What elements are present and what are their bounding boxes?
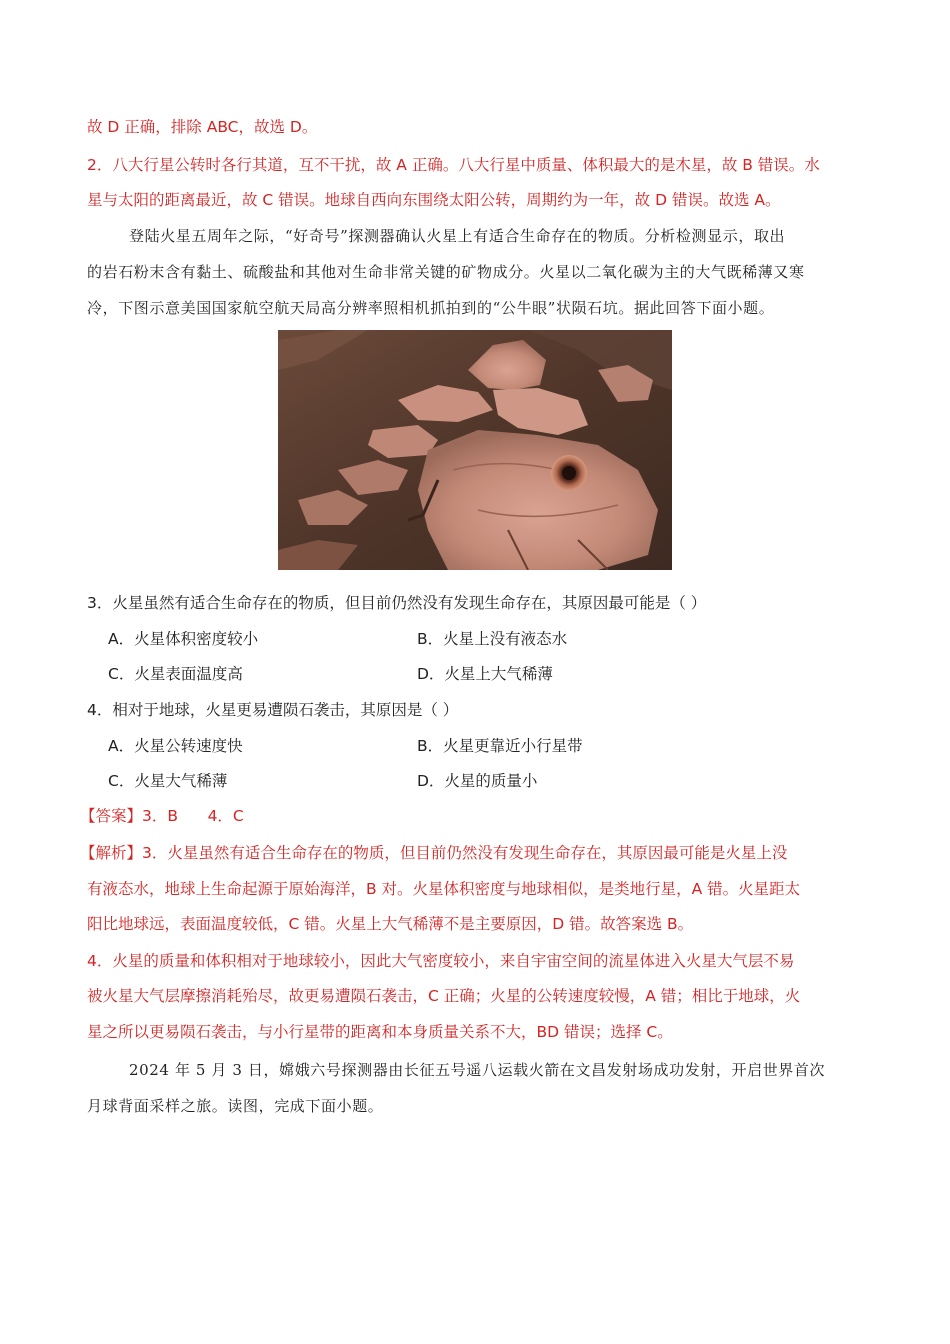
answer-label: 【答案】	[80, 807, 143, 825]
answer-text: 3．B 4．C	[142, 807, 244, 825]
change6-passage-line-1: 2024 年 5 月 3 日，嫦娥六号探测器由长征五号遥八运载火箭在文昌发射场成功发射，开启世界首次	[129, 1061, 826, 1079]
answer-line	[80, 806, 244, 826]
question-3-option-a: A．火星体积密度较小	[108, 630, 259, 648]
analysis-label: 【解析】	[80, 844, 143, 862]
mars-passage-line-1: 登陆火星五周年之际，“好奇号”探测器确认火星上有适合生命存在的物质。分析检测显示，取出	[129, 227, 786, 245]
analysis-line-6: 星之所以更易陨石袭击，与小行星带的距离和本身质量关系不大，BD 错误；选择 C。	[87, 1023, 673, 1041]
question-3-option-b: B．火星上没有液态水	[417, 630, 568, 648]
question-4-option-c: C．火星大气稀薄	[108, 772, 228, 790]
question-3-option-d: D．火星上大气稀薄	[417, 665, 553, 683]
previous-answer-line: 故 D 正确，排除 ABC，故选 D。	[87, 118, 318, 136]
q2-explanation-line-1: 2．八大行星公转时各行其道，互不干扰，故 A 正确。八大行星中质量、体积最大的是木星，故 B 错误。水	[87, 156, 820, 174]
question-3-stem: 3．火星虽然有适合生命存在的物质，但目前仍然没有发现生命存在，其原因最可能是（ ）	[87, 594, 707, 612]
analysis-line-1	[80, 843, 787, 863]
mars-passage-line-3: 冷，下图示意美国国家航空航天局高分辨率照相机抓拍到的“公牛眼”状陨石坑。据此回答下面小题。	[87, 299, 775, 317]
question-4-option-a: A．火星公转速度快	[108, 737, 243, 755]
change6-passage-line-2: 月球背面采样之旅。读图，完成下面小题。	[87, 1097, 384, 1115]
analysis-line-2: 有液态水，地球上生命起源于原始海洋，B 对。火星体积密度与地球相似，是类地行星，A 错。火星距太	[87, 880, 801, 898]
question-4-stem: 4．相对于地球，火星更易遭陨石袭击，其原因是（ ）	[87, 701, 459, 719]
mars-passage-line-2: 的岩石粉末含有黏土、硫酸盐和其他对生命非常关键的矿物成分。火星以二氧化碳为主的大气既稀薄又寒	[87, 263, 805, 281]
mars-rock-illustration	[278, 330, 672, 570]
analysis-text-1: 3．火星虽然有适合生命存在的物质，但目前仍然没有发现生命存在，其原因最可能是火星上没	[142, 844, 788, 862]
question-4-option-b: B．火星更靠近小行星带	[417, 737, 583, 755]
question-3-option-c: C．火星表面温度高	[108, 665, 243, 683]
q2-explanation-line-2: 星与太阳的距离最近，故 C 错误。地球自西向东围绕太阳公转，周期约为一年，故 D 错误。故选 A。	[87, 191, 781, 209]
question-4-option-d: D．火星的质量小	[417, 772, 538, 790]
analysis-line-4: 4．火星的质量和体积相对于地球较小，因此大气密度较小，来自宇宙空间的流星体进入火星大气层不易	[87, 952, 795, 970]
mars-crater-photo	[278, 330, 672, 570]
analysis-line-3: 阳比地球远，表面温度较低，C 错。火星上大气稀薄不是主要原因，D 错。故答案选 B。	[87, 915, 694, 933]
analysis-line-5: 被火星大气层摩擦消耗殆尽，故更易遭陨石袭击，C 正确；火星的公转速度较慢，A 错；相比于地球，火	[87, 987, 801, 1005]
